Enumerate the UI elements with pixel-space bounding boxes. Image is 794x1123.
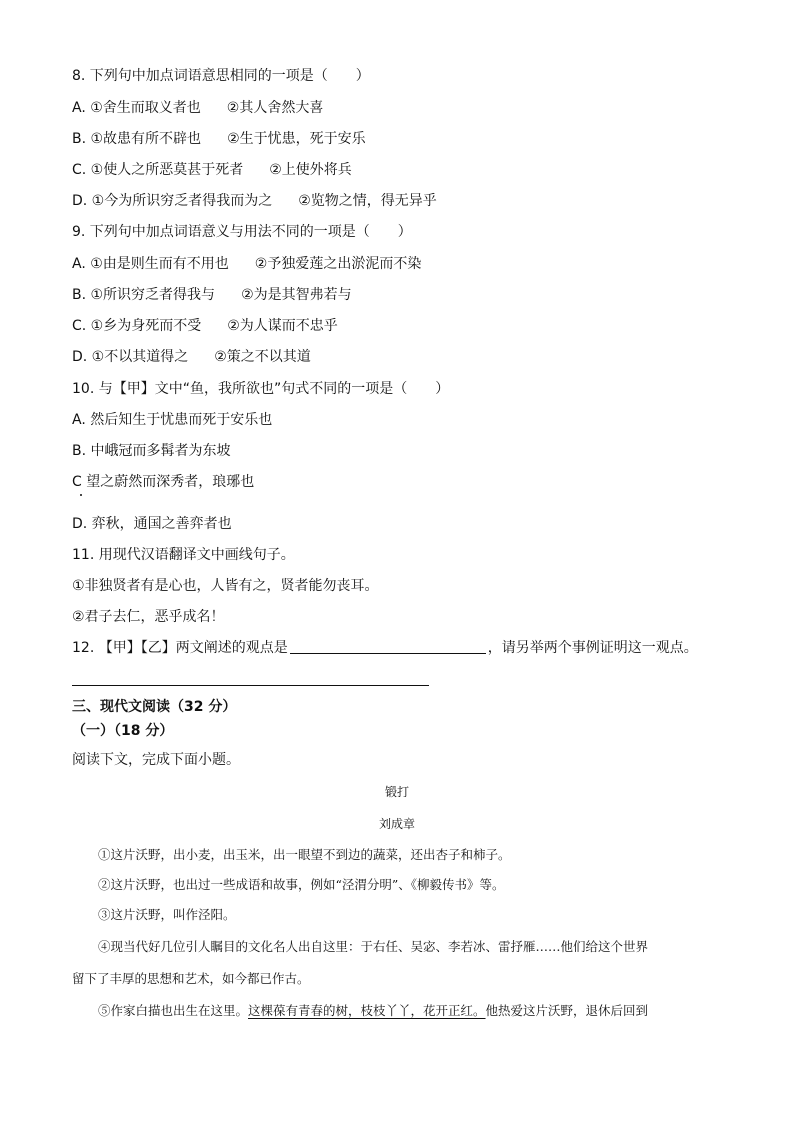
q10-option-b: B. 中峨冠而多髯者为东坡 [72,443,231,459]
q8-option-b-1: B. ①故患有所不辟也 [72,131,202,147]
q10-option-d: D. 弈秋，通国之善弈者也 [72,516,232,532]
q9-option-d [72,347,311,367]
q12-answer-blank [290,639,486,654]
article-paragraph-2: ②这片沃野，也出过一些成语和故事，例如“泾渭分明”、《柳毅传书》等。 [98,877,505,892]
q8-option-b-2: ②生于忧患，死于安乐 [227,131,366,147]
q11-sentence-1: ①非独贤者有是心也，人皆有之，贤者能勿丧耳。 [72,578,379,594]
article-title: 锻打 [384,785,409,799]
q9-stem: 9. 下列句中加点词语意义与用法不同的一项是（ ） [72,224,412,240]
q9-option-b-1: B. ①所识穷乏者得我与 [72,287,216,303]
q12-suffix: ，请另举两个事例证明这一观点。 [487,640,698,656]
q9-option-d-1: D. ①不以其道得之 [72,349,189,365]
q10-stem: 10. 与【甲】文中“鱼，我所欲也”句式不同的一项是（ ） [72,381,450,397]
q9-option-a [72,254,421,274]
q9-option-a-1: A. ①由是则生而有不用也 [72,256,229,272]
q9-option-b [72,285,352,305]
q8-stem: 8. 下列句中加点词语意思相同的一项是（ ） [72,68,370,84]
q9-option-c [72,316,338,336]
article-paragraph-4-line-1: ④现当代好几位引人瞩目的文化名人出自这里：于右任、吴宓、李若冰、雷抒雁……他们给这个世界 [98,939,649,954]
q9-option-d-2: ②策之不以其道 [214,349,311,365]
article-paragraph-3: ③这片沃野，叫作泾阳。 [98,907,236,922]
article-paragraph-1: ①这片沃野，出小麦，出玉米，出一眼望不到边的蔬菜，还出杏子和柿子。 [98,847,511,862]
q8-option-d [72,191,437,211]
q11-stem: 11. 用现代汉语翻译文中画线句子。 [72,547,295,563]
q9-option-c-1: C. ①乡为身死而不受 [72,318,202,334]
q8-option-c-2: ②上使外将兵 [269,162,352,178]
q10-option-a: A. 然后知生于忧患而死于安乐也 [72,412,273,428]
underlined-sentence: 这棵葆有青春的树，枝枝丫丫，花开正红。 [248,1003,486,1018]
q10-option-c: C 望之蔚然而深秀者，琅琊也 [72,474,255,490]
section-title: 三、现代文阅读（32 分） [72,699,237,715]
q9-option-c-2: ②为人谋而不忠乎 [227,318,338,334]
q9-option-a-2: ②予独爱莲之出淤泥而不染 [254,256,422,272]
article-author: 刘成章 [378,817,415,831]
q8-option-b [72,129,366,149]
q12-answer-line [72,685,429,686]
paragraph-5-tail: 他热爱这片沃野，退休后回到 [485,1003,649,1018]
article-paragraph-5 [72,1001,748,1021]
q8-option-d-2: ②览物之情，得无异乎 [298,193,437,209]
q8-option-a-2: ②其人舍然大喜 [226,100,324,116]
q8-option-a [72,98,323,118]
article-paragraph-4-line-2: 留下了丰厚的思想和艺术，如今都已作古。 [72,971,310,986]
q8-option-c [72,160,352,180]
q9-option-b-2: ②为是其智弗若与 [241,287,352,303]
q8-option-c-1: C. ①使人之所恶莫甚于死者 [72,162,244,178]
q11-sentence-2: ②君子去仁，恶乎成名！ [72,609,225,625]
section-instruction: 阅读下文，完成下面小题。 [72,752,240,768]
q8-option-d-1: D. ①今为所识穷乏者得我而为之 [72,193,273,209]
q12-prefix: 12. 【甲】【乙】两文阐述的观点是 [72,640,288,656]
q12-stem [72,638,698,658]
q8-option-a-1: A. ①舍生而取义者也 [72,100,201,116]
section-subtitle: （一）（18 分） [72,723,174,739]
paragraph-5-lead: ⑤作家白描也出生在这里。 [98,1003,249,1018]
option-c-dot-mark [80,494,82,496]
